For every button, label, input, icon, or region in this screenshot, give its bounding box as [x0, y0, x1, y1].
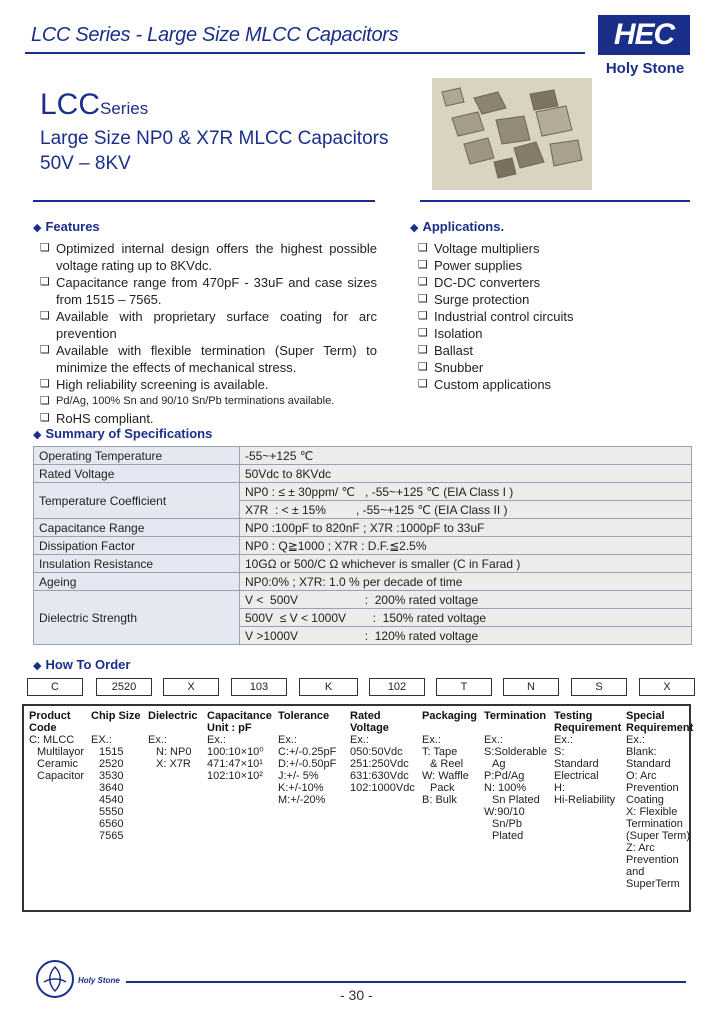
application-item: ❑ Voltage multipliers: [418, 241, 540, 256]
application-item: ❑ Custom applications: [418, 377, 552, 392]
spec-label: Temperature Coefficient: [34, 483, 240, 519]
features-heading: ◆ Features: [33, 219, 100, 234]
checkbox-bullet-icon: ❑: [418, 344, 428, 356]
product-subtitle: [40, 126, 388, 176]
order-code-cell: C: [27, 678, 83, 696]
application-item: ❑ Snubber: [418, 360, 484, 375]
hero-divider-right: [420, 200, 690, 202]
order-code-cell: 102: [369, 678, 425, 696]
spec-label: Insulation Resistance: [34, 555, 240, 573]
checkbox-bullet-icon: ❑: [418, 242, 428, 254]
order-col-capacitance: Capacitance Unit : pF Ex.: 100:10×10⁰ 471:47×10¹ 102:10×10²: [207, 710, 272, 782]
order-code-legend: [22, 704, 694, 912]
order-code-cell: T: [436, 678, 492, 696]
checkbox-bullet-icon: ❑: [40, 378, 50, 390]
spec-value: V < 500V : 200% rated voltage: [240, 591, 692, 609]
spec-value: 10GΩ or 500/C Ω whichever is smaller (C in Farad ): [240, 555, 692, 573]
checkbox-bullet-icon: ❑: [40, 395, 50, 407]
order-code-cell: 103: [231, 678, 287, 696]
spec-label: Rated Voltage: [34, 465, 240, 483]
diamond-bullet-icon: ◆: [33, 429, 42, 441]
spec-label: Dissipation Factor: [34, 537, 240, 555]
order-col-tolerance: Tolerance Ex.: C:+/-0.25pF D:+/-0.50pF J:+/- 5% K:+/-10% M:+/-20%: [278, 710, 337, 806]
logo-brand-name: Holy Stone: [605, 60, 685, 77]
order-code-cell: K: [299, 678, 358, 696]
checkbox-bullet-icon: ❑: [40, 242, 50, 254]
spec-value: V >1000V : 120% rated voltage: [240, 627, 692, 645]
table-row: [34, 591, 692, 609]
hero-divider-left: [33, 200, 375, 202]
checkbox-bullet-icon: ❑: [40, 344, 50, 356]
order-col-chip-size: Chip Size EX.: 1515 2520 3530 3640 4540 5550 6560 7565: [91, 710, 141, 842]
checkbox-bullet-icon: ❑: [418, 310, 428, 322]
features-list: [40, 240, 377, 427]
feature-item: ❑ Pd/Ag, 100% Sn and 90/10 Sn/Pb terminations available.: [40, 393, 377, 410]
table-row: [34, 555, 692, 573]
application-item: ❑ DC-DC converters: [418, 275, 541, 290]
order-col-rated-voltage: Rated Voltage Ex.: 050:50Vdc 251:250Vdc 631:630Vdc 102:1000Vdc: [350, 710, 415, 794]
application-item: ❑ Ballast: [418, 343, 474, 358]
applications-list: [418, 240, 573, 393]
spec-value: NP0 : Q≧1000 ; X7R : D.F.≦2.5%: [240, 537, 692, 555]
order-col-special: Special Requirement Ex.: Blank: Standard O: Arc Prevention Coating X: Flexible Termination (Super Term) Z: Arc Prevention and SuperTerm: [626, 710, 694, 890]
checkbox-bullet-icon: ❑: [418, 293, 428, 305]
series-heading: [40, 88, 148, 122]
checkbox-bullet-icon: ❑: [418, 378, 428, 390]
order-code-cell: 2520: [96, 678, 152, 696]
table-row: [34, 465, 692, 483]
checkbox-bullet-icon: ❑: [40, 412, 50, 424]
spec-value: 50Vdc to 8KVdc: [240, 465, 692, 483]
footer-brand: Holy Stone: [78, 976, 120, 985]
order-heading: ◆ How To Order: [33, 657, 131, 672]
feature-item: ❑ Available with proprietary surface coating for arc prevention: [40, 309, 377, 341]
feature-item: ❑ RoHS compliant.: [40, 411, 154, 426]
feature-item: ❑ Available with flexible termination (Super Term) to minimize the effects of mechanical stress.: [40, 343, 377, 375]
order-col-dielectric: Dielectric Ex.: N: NP0 X: X7R: [148, 710, 198, 770]
series-word: Series: [100, 99, 149, 118]
hec-logo: HEC: [598, 15, 690, 55]
checkbox-bullet-icon: ❑: [418, 361, 428, 373]
order-code-cell: S: [571, 678, 627, 696]
diamond-bullet-icon: ◆: [33, 222, 42, 234]
document-title: LCC Series - Large Size MLCC Capacitors: [31, 24, 399, 46]
feature-item: ❑ Capacitance range from 470pF - 33uF and case sizes from 1515 – 7565.: [40, 275, 377, 307]
application-item: ❑ Surge protection: [418, 292, 530, 307]
subtitle-line-2: 50V – 8KV: [40, 153, 131, 174]
specs-heading: ◆ Summary of Specifications: [33, 426, 213, 441]
order-code-cell: X: [163, 678, 219, 696]
table-row: [34, 447, 692, 465]
order-col-testing: Testing Requirement Ex.: S: Standard Electrical H: Hi-Reliability: [554, 710, 622, 806]
table-row: [34, 573, 692, 591]
page-number: - 30 -: [340, 987, 373, 1003]
header-divider: [25, 52, 585, 54]
checkbox-bullet-icon: ❑: [418, 327, 428, 339]
spec-label: Ageing: [34, 573, 240, 591]
spec-value: 500V ≤ V < 1000V : 150% rated voltage: [240, 609, 692, 627]
application-item: ❑ Industrial control circuits: [418, 309, 574, 324]
spec-label: Dielectric Strength: [34, 591, 240, 645]
order-col-packaging: Packaging Ex.: T: Tape & Reel W: Waffle Pack B: Bulk: [422, 710, 478, 806]
spec-value: -55~+125 ℃: [240, 447, 692, 465]
feature-item: ❑ High reliability screening is available.: [40, 377, 269, 392]
application-item: ❑ Power supplies: [418, 258, 523, 273]
series-name: LCC: [40, 88, 101, 121]
holy-stone-emblem-icon: [36, 960, 74, 998]
application-item: ❑ Isolation: [418, 326, 483, 341]
diamond-bullet-icon: ◆: [33, 660, 42, 672]
footer-divider: [126, 981, 686, 983]
table-row: [34, 537, 692, 555]
checkbox-bullet-icon: ❑: [418, 259, 428, 271]
order-code-cell: N: [503, 678, 559, 696]
order-col-termination: Termination Ex.: S:Solderable Ag P:Pd/Ag N: 100% Sn Plated W:90/10 Sn/Pb Plated: [484, 710, 547, 842]
spec-value: X7R : < ± 15% , -55~+125 ℃ (EIA Class II ): [240, 501, 692, 519]
order-code-example: [0, 678, 720, 696]
table-row: [34, 483, 692, 501]
applications-heading: ◆ Applications.: [410, 219, 505, 234]
feature-item: ❑ Optimized internal design offers the highest possible voltage rating up to 8KVdc.: [40, 241, 377, 273]
spec-value: NP0 : ≤ ± 30ppm/ ℃ , -55~+125 ℃ (EIA Class I ): [240, 483, 692, 501]
capacitor-product-photo: [432, 78, 592, 190]
subtitle-line-1: Large Size NP0 & X7R MLCC Capacitors: [40, 128, 389, 149]
order-code-cell: X: [639, 678, 695, 696]
spec-label: Capacitance Range: [34, 519, 240, 537]
checkbox-bullet-icon: ❑: [40, 276, 50, 288]
order-col-product-code: Product Code C: MLCC Multilayor Ceramic Capacitor: [29, 710, 85, 782]
table-row: [34, 519, 692, 537]
checkbox-bullet-icon: ❑: [418, 276, 428, 288]
spec-value: NP0 :100pF to 820nF ; X7R :1000pF to 33uF: [240, 519, 692, 537]
spec-label: Operating Temperature: [34, 447, 240, 465]
specifications-table: [33, 446, 692, 645]
checkbox-bullet-icon: ❑: [40, 310, 50, 322]
spec-value: NP0:0% ; X7R: 1.0 % per decade of time: [240, 573, 692, 591]
diamond-bullet-icon: ◆: [410, 222, 419, 234]
